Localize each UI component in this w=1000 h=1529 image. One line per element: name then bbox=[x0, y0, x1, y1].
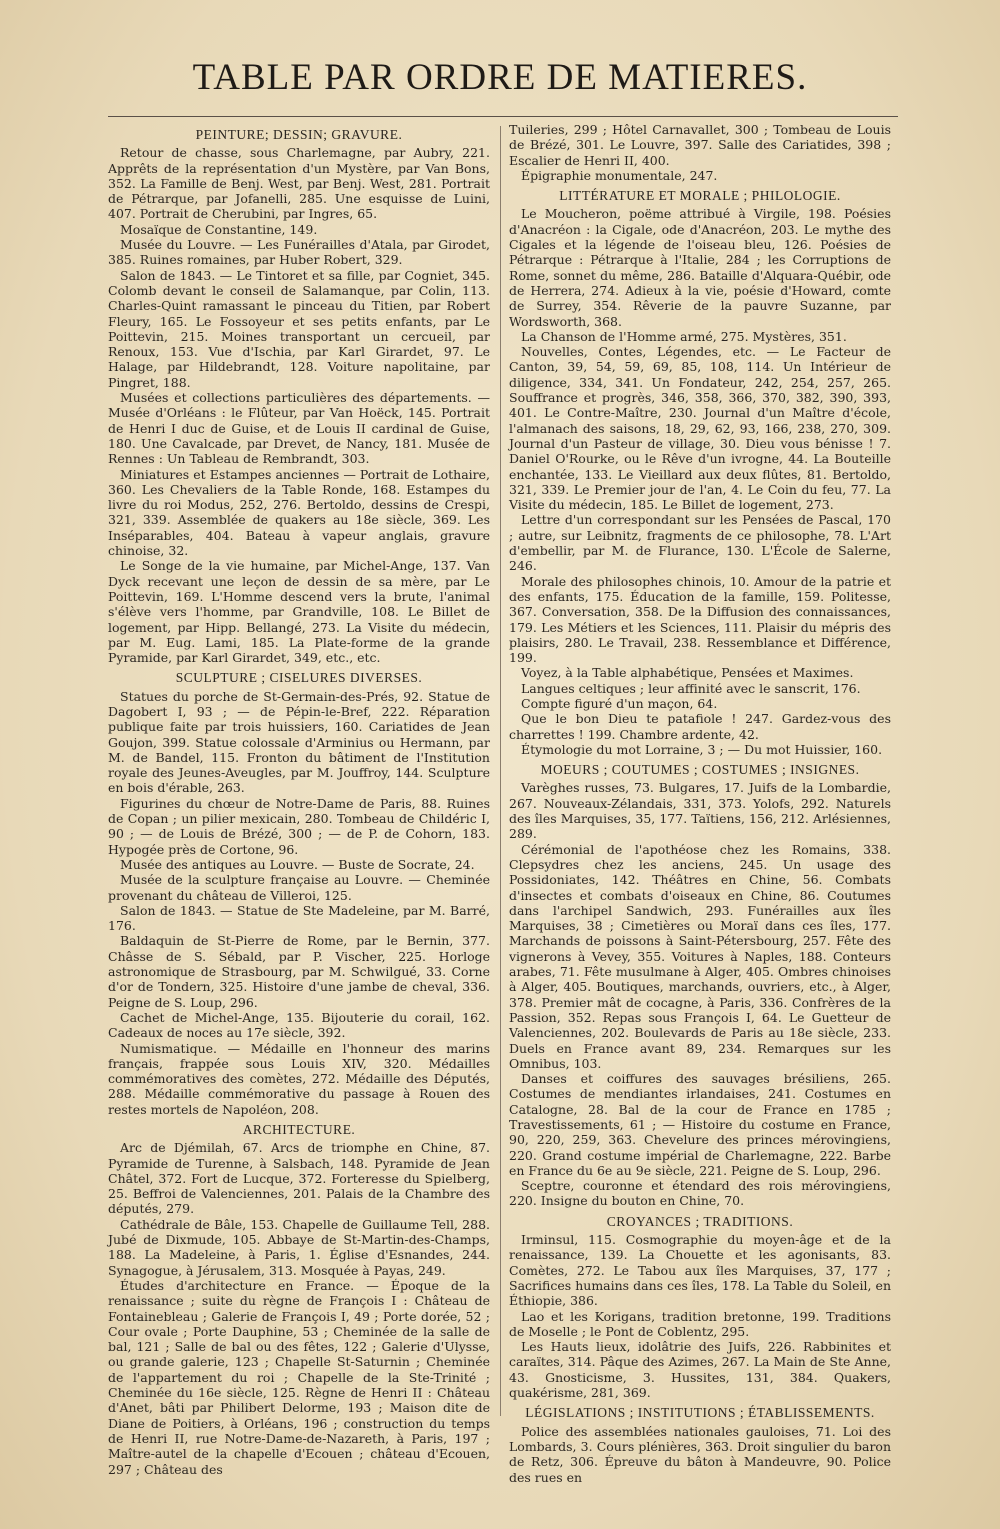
index-entry: Le Songe de la vie humaine, par Michel-Ange, 137. Van Dyck recevant une leçon de dessin de sa mère, par Le Poittevin, 169. L'Homme descend vers la brute, l'animal s'élève vers l'homme, par Grandville, 108. Le Billet de logement, par Hipp. Bellangé, 273. La Visite du médecin, par M. Eug. Lami, 185. La Plate-forme de la grande Pyramide, par Karl Girardet, 349, etc., etc. bbox=[108, 558, 490, 666]
page-title: TABLE PAR ORDRE DE MATIERES. bbox=[192, 57, 808, 98]
section-heading: LITTÉRATURE ET MORALE ; PHILOLOGIE. bbox=[559, 188, 841, 204]
index-entry: Que le bon Dieu te patafiole ! 247. Gardez-vous des charrettes ! 199. Chambre ardente, 42. bbox=[509, 711, 891, 742]
index-entry: Les Hauts lieux, idolâtrie des Juifs, 226. Rabbinites et caraïtes, 314. Pâque des Azimes, 267. La Main de Ste Anne, 43. Gnosticisme, 3. Hussites, 131, 384. Quakers, quakérisme, 281, 369. bbox=[509, 1339, 891, 1401]
index-entry: Statues du porche de St-Germain-des-Prés, 92. Statue de Dagobert I, 93 ; — de Pépin-le-Bref, 222. Réparation publique faite par trois huissiers, 160. Cariatides de Jean Goujon, 399. Statue colossale d'Arminius ou Hermann, par M. de Bandel, 115. Fronton du bâtiment de l'Institution royale des Jeunes-Aveugles, par M. Jouffroy, 144. Sculpture en bois d'érable, 263. bbox=[108, 688, 490, 796]
index-entry: Salon de 1843. — Le Tintoret et sa fille, par Cogniet, 345. Colomb devant le conseil de Salamanque, par Colin, 113. Charles-Quint ramassant le pinceau du Titien, par Robert Fleury, 165. Le Fossoyeur et ses petits enfants, par Le Poittevin, 215. Moines transportant un cercueil, par Renoux, 153. Vue d'Ischia, par Karl Girardet, 97. Le Halage, par Hildebrandt, 128. Voiture napolitaine, par Pingret, 188. bbox=[108, 267, 490, 390]
index-entry: Nouvelles, Contes, Légendes, etc. — Le Facteur de Canton, 39, 54, 59, 69, 85, 108, 114. Un Intérieur de diligence, 334, 341. Un Fondateur, 242, 254, 257, 265. Souffrance et progrès, 346, 358, 366, 370, 382, 390, 393, 401. Le Contre-Maître, 230. Journal d'un Maître d'école, l'almanach des saisons, 18, 29, 62, 93, 166, 238, 270, 309. Journal d'un Pasteur de village, 30. Dieu vous bénisse ! 7. Daniel O'Rourke, ou le Rêve d'un ivrogne, 44. La Bouteille enchantée, 133. Le Vieillard aux deux flûtes, 81. Bertoldo, 321, 339. Le Premier jour de l'an, 4. Le Coin du feu, 77. La Visite du médecin, 185. Le Billet de logement, 273. bbox=[509, 344, 891, 513]
index-entry: Langues celtiques ; leur affinité avec le sanscrit, 176. bbox=[521, 680, 861, 696]
index-entry: Lao et les Korigans, tradition bretonne, 199. Traditions de Moselle ; le Pont de Coblentz, 295. bbox=[509, 1308, 891, 1339]
index-entry: Baldaquin de St-Pierre de Rome, par le Bernin, 377. Châsse de S. Sébald, par P. Vischer, 225. Horloge astronomique de Strasbourg, par M. Schwilgué, 33. Corne d'or de Tondern, 325. Histoire d'une jambe de cheval, 336. Peigne de S. Loup, 296. bbox=[108, 933, 490, 1010]
index-entry: Mosaïque de Constantine, 149. bbox=[120, 221, 318, 237]
index-entry: Miniatures et Estampes anciennes — Portrait de Lothaire, 360. Les Chevaliers de la Table Ronde, 168. Estampes du livre du roi Modus, 252, 276. Bertoldo, dessins de Crespi, 321, 339. Assemblée de quakers au 18e siècle, 369. Les Inséparables, 404. Bateau à vapeur anglais, gravure chinoise, 32. bbox=[108, 466, 490, 559]
index-entry: Musée du Louvre. — Les Funérailles d'Atala, par Girodet, 385. Ruines romaines, par Huber Robert, 329. bbox=[108, 237, 490, 268]
right-column bbox=[509, 122, 891, 1485]
section-heading: LÉGISLATIONS ; INSTITUTIONS ; ÉTABLISSEMENTS. bbox=[525, 1405, 875, 1421]
index-entry: Arc de Djémilah, 67. Arcs de triomphe en Chine, 87. Pyramide de Turenne, à Salsbach, 148. Pyramide de Jean Châtel, 372. Fort de Lucque, 372. Forteresse du Spielberg, 25. Beffroi de Valenciennes, 201. Palais de la Chambre des députés, 279. bbox=[108, 1140, 490, 1217]
index-entry: Cathédrale de Bâle, 153. Chapelle de Guillaume Tell, 288. Jubé de Dixmude, 105. Abbaye de St-Martin-des-Champs, 188. La Madeleine, à Paris, 1. Église d'Esnandes, 244. Synagogue, à Jérusalem, 313. Mosquée à Payas, 249. bbox=[108, 1216, 490, 1278]
index-entry: Danses et coiffures des sauvages brésiliens, 265. Costumes de mendiantes irlandaises, 241. Costumes en Catalogne, 28. Bal de la cour de France en 1785 ; Travestissements, 61 ; — Histoire du costume en France, 90, 220, 259, 363. Chevelure des princes mérovingiens, 220. Grand costume impérial de Charlemagne, 222. Barbe en France du 6e au 9e siècle, 221. Peigne de S. Loup, 296. bbox=[509, 1071, 891, 1178]
index-entry: Figurines du chœur de Notre-Dame de Paris, 88. Ruines de Copan ; un pilier mexicain, 280. Tombeau de Childéric I, 90 ; — de Louis de Brézé, 300 ; — de P. de Cohorn, 183. Hypogée près de Cortone, 96. bbox=[108, 795, 490, 857]
column-divider bbox=[500, 126, 501, 1416]
section-heading: CROYANCES ; TRADITIONS. bbox=[606, 1213, 794, 1229]
index-entry: Morale des philosophes chinois, 10. Amour de la patrie et des enfants, 175. Éducation de la famille, 159. Politesse, 367. Conversation, 358. De la Diffusion des connaissances, 179. Les Métiers et les Sciences, 111. Plaisir du mépris des plaisirs, 280. Le Travail, 238. Ressemblance et Différence, 199. bbox=[509, 573, 891, 666]
section-heading: MOEURS ; COUTUMES ; COSTUMES ; INSIGNES. bbox=[540, 762, 860, 778]
index-entry: Salon de 1843. — Statue de Ste Madeleine, par M. Barré, 176. bbox=[108, 902, 490, 934]
index-entry: Compte figuré d'un maçon, 64. bbox=[521, 695, 718, 711]
section-heading: SCULPTURE ; CISELURES DIVERSES. bbox=[175, 670, 423, 686]
index-entry: Irminsul, 115. Cosmographie du moyen-âge et de la renaissance, 139. La Chouette et les agonisants, 83. Comètes, 272. Le Tabou aux îles Marquises, 37, 177 ; Sacrifices humains dans ces îles, 178. La Table du Soleil, en Éthiopie, 386. bbox=[509, 1232, 891, 1309]
index-entry: Études d'architecture en France. — Époque de la renaissance ; suite du règne de François I : Château de Fontainebleau ; Galerie de François I, 49 ; Porte dorée, 52 ; Cour ovale ; Porte Dauphine, 53 ; Cheminée de la salle de bal, 121 ; Salle de bal ou des fêtes, 122 ; Galerie d'Ulysse, ou grande galerie, 123 ; Chapelle St-Saturnin ; Cheminée de l'appartement du roi ; Chapelle de la Ste-Trinité ; Cheminée du 16e siècle, 125. Règne de Henri II : Château d'Anet, bâti par Philibert Delorme, 193 ; Maison dite de Diane de Poitiers, à Orléans, 196 ; construction du temps de Henri II, rue Notre-Dame-de-Nazareth, à Paris, 197 ; Maître-autel de la chapelle d'Ecouen ; château d'Ecouen, 297 ; Château des bbox=[108, 1277, 490, 1477]
title-rule bbox=[108, 116, 898, 117]
index-entry: Musée de la sculpture française au Louvre. — Cheminée provenant du château de Villeroi, 125. bbox=[108, 872, 490, 903]
index-entry: Tuileries, 299 ; Hôtel Carnavallet, 300 ; Tombeau de Louis de Brézé, 301. Le Louvre, 397. Salle des Cariatides, 398 ; Escalier de Henri II, 400. bbox=[509, 122, 891, 168]
index-entry: Lettre d'un correspondant sur les Pensées de Pascal, 170 ; autre, sur Leibnitz, fragments de ce philosophe, 78. L'Art d'embellir, par M. de Flurance, 130. L'École de Salerne, 246. bbox=[509, 512, 891, 574]
index-entry: Étymologie du mot Lorraine, 3 ; — Du mot Huissier, 160. bbox=[521, 741, 883, 757]
index-entry: Police des assemblées nationales gauloises, 71. Loi des Lombards, 3. Cours plénières, 363. Droit singulier du baron de Retz, 306. Épreuve du bâton à Mandeuvre, 90. Police des rues en bbox=[509, 1423, 891, 1485]
left-column bbox=[108, 122, 490, 1477]
index-entry: Cérémonial de l'apothéose chez les Romains, 338. Clepsydres chez les anciens, 245. Un usage des Possidoniates, 142. Théâtres en Chine, 56. Combats d'insectes et combats d'oiseaux en Chine, 86. Coutumes dans l'archipel Sandwich, 293. Funérailles aux îles Marquises, 38 ; Cimetières ou Moraï dans ces îles, 177. Marchands de poissons à Saint-Pétersbourg, 257. Fête des vignerons à Vevey, 355. Voitures à Naples, 188. Conteurs arabes, 71. Fête musulmane à Alger, 405. Ombres chinoises à Alger, 405. Boutiques, marchands, ouvriers, etc., à Alger, 378. Premier mât de cocagne, à Paris, 336. Confrères de la Passion, 352. Repas sous François I, 64. Le Guetteur de Valenciennes, 202. Boulevards de Paris au 18e siècle, 233. Duels en France avant 89, 234. Remarques sur les Omnibus, 103. bbox=[509, 841, 891, 1071]
section-heading: PEINTURE; DESSIN; GRAVURE. bbox=[195, 127, 403, 142]
index-entry: Sceptre, couronne et étendard des rois mérovingiens, 220. Insigne du bouton en Chine, 70. bbox=[509, 1178, 891, 1209]
index-entry: Retour de chasse, sous Charlemagne, par Aubry, 221. Apprêts de la représentation d'un Mystère, par Van Bons, 352. La Famille de Benj. West, par Benj. West, 281. Portrait de Pétrarque, par Jofanelli, 285. Une esquisse de Luini, 407. Portrait de Cherubini, par Ingres, 65. bbox=[108, 145, 490, 222]
index-entry: La Chanson de l'Homme armé, 275. Mystères, 351. bbox=[521, 328, 847, 344]
index-entry: Voyez, à la Table alphabétique, Pensées et Maximes. bbox=[521, 665, 854, 681]
index-entry: Numismatique. — Médaille en l'honneur des marins français, frappée sous Louis XIV, 320. Médailles commémoratives des comètes, 272. Médaille des Députés, 288. Médaille commémorative du passage à Rouen des restes mortels de Napoléon, 208. bbox=[108, 1040, 490, 1117]
index-entry: Épigraphie monumentale, 247. bbox=[521, 167, 718, 183]
index-entry: Varèghes russes, 73. Bulgares, 17. Juifs de la Lombardie, 267. Nouveaux-Zélandais, 331, 373. Yolofs, 292. Naturels des îles Marquises, 35, 177. Taïtiens, 156, 212. Arlésiennes, 289. bbox=[509, 780, 891, 842]
section-heading: ARCHITECTURE. bbox=[242, 1122, 356, 1137]
index-entry: Cachet de Michel-Ange, 135. Bijouterie du corail, 162. Cadeaux de noces au 17e siècle, 392. bbox=[108, 1009, 490, 1041]
index-entry: Musée des antiques au Louvre. — Buste de Socrate, 24. bbox=[120, 856, 475, 872]
index-entry: Le Moucheron, poëme attribué à Virgile, 198. Poésies d'Anacréon : la Cigale, ode d'Anacréon, 203. Le mythe des Cigales et la légende de l'oiseau bleu, 126. Poésies de Pétrarque : Pétrarque à l'Italie, 284 ; les Corruptions de Rome, sonnet du même, 286. Bataille d'Alquara-Québir, ode de Herrera, 274. Adieux à la vie, poésie d'Howard, comte de Surrey, 354. Rêverie de la pauvre Suzanne, par Wordsworth, 368. bbox=[509, 206, 891, 329]
index-entry: Musées et collections particulières des départements. — Musée d'Orléans : le Flûteur, par Van Hoëck, 145. Portrait de Henri I duc de Guise, et de Louis II cardinal de Guise, 180. Une Cavalcade, par Drevet, de Nancy, 181. Musée de Rennes : Un Tableau de Rembrandt, 303. bbox=[108, 390, 490, 467]
